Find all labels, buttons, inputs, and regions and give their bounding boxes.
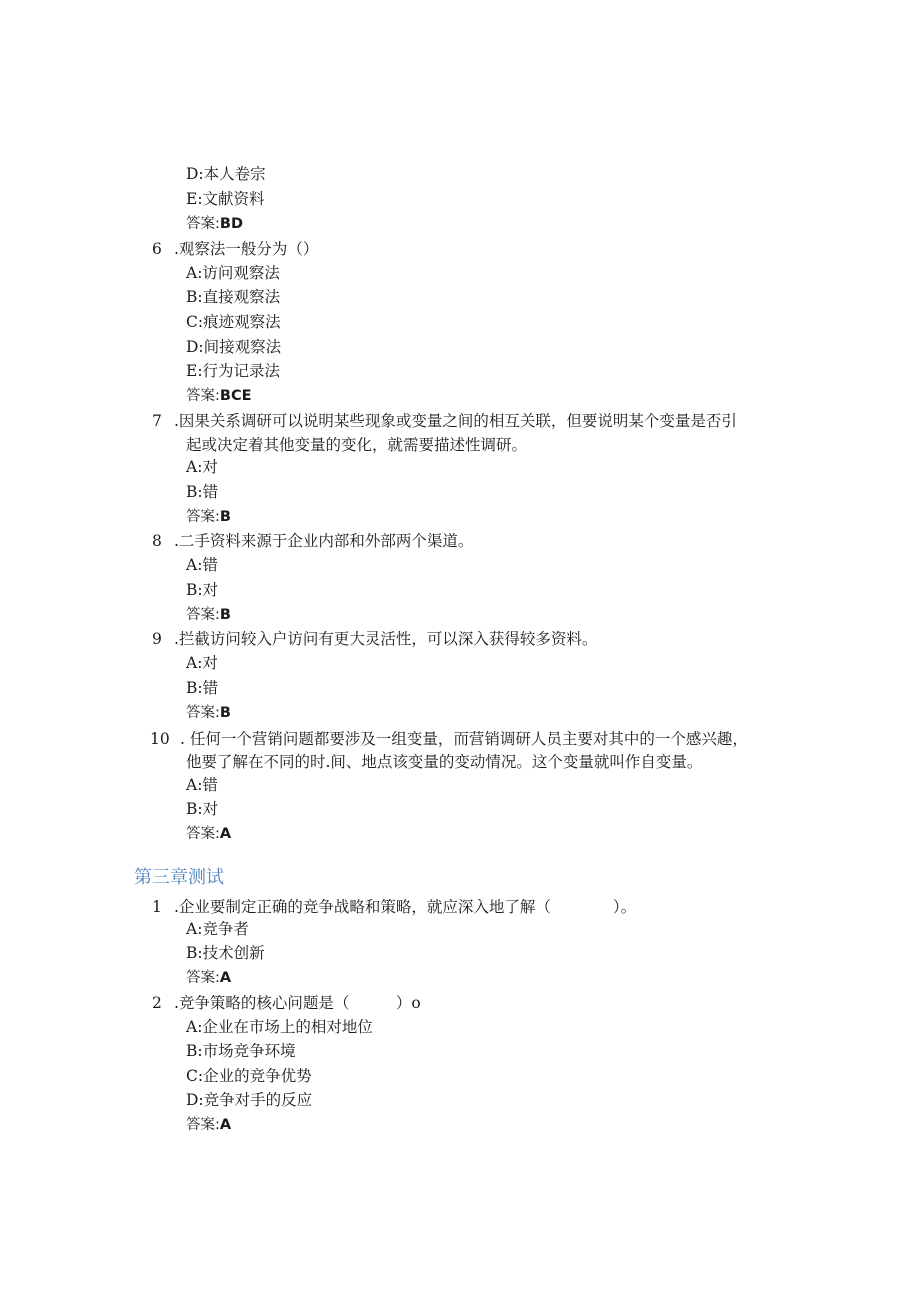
q10-number: 10 xyxy=(150,730,170,748)
q9-option-b: B:错 xyxy=(186,679,219,697)
q9-option-a: A:对 xyxy=(186,654,218,672)
answer-value: B xyxy=(219,607,231,623)
q9-text: .拦截访问较入户访问有更大灵活性，可以深入获得较多资料。 xyxy=(174,630,598,648)
section-heading: 第三章测试 xyxy=(134,867,224,888)
c3q1-number: 1 xyxy=(152,898,162,916)
q8-option-a: A:错 xyxy=(186,556,218,574)
c3q2-text: .竞争策略的核心问题是（ ）o xyxy=(174,994,421,1012)
q7-option-a: A:对 xyxy=(186,458,218,476)
q7-number: 7 xyxy=(152,412,162,430)
q10-text-line2: 他要了解在不同的时.间、地点该变量的变动情况。这个变量就叫作自变量。 xyxy=(186,753,703,771)
q9-answer xyxy=(186,703,231,723)
answer-label: 答案: xyxy=(186,388,220,404)
q5-answer xyxy=(186,214,243,234)
q8-option-b: B:对 xyxy=(186,581,219,599)
c3q1-option-b: B:技术创新 xyxy=(186,944,265,962)
answer-value: A xyxy=(219,1117,232,1133)
q5-option-e: E:文献资料 xyxy=(186,190,265,208)
answer-value: B xyxy=(219,509,231,525)
q6-option-d: D:间接观察法 xyxy=(186,338,282,356)
answer-label: 答案: xyxy=(186,216,220,232)
q6-answer xyxy=(186,386,252,406)
q6-option-e: E:行为记录法 xyxy=(186,362,281,380)
q6-option-b: B:直接观察法 xyxy=(186,288,281,306)
q10-text-line1: . 任何一个营销问题都要涉及一组变量，而营销调研人员主要对其中的一个感兴趣， xyxy=(180,730,748,748)
q6-option-c: C:痕迹观察法 xyxy=(186,313,281,331)
q10-option-a: A:错 xyxy=(186,776,218,794)
c3q2-answer xyxy=(186,1115,231,1135)
c3q1-answer xyxy=(186,968,231,988)
answer-label: 答案: xyxy=(186,607,220,623)
answer-label: 答案: xyxy=(186,970,220,986)
q8-answer xyxy=(186,605,231,625)
c3q1-text: .企业要制定正确的竞争战略和策略，就应深入地了解（ ）。 xyxy=(174,898,637,916)
c3q2-option-d: D:竞争对手的反应 xyxy=(186,1091,313,1109)
answer-label: 答案: xyxy=(186,1117,220,1133)
q7-option-b: B:错 xyxy=(186,483,219,501)
q5-option-d: D:本人卷宗 xyxy=(186,165,266,183)
q7-answer xyxy=(186,507,231,527)
q6-number: 6 xyxy=(152,240,162,258)
q8-text: .二手资料来源于企业内部和外部两个渠道。 xyxy=(174,532,474,550)
answer-value: B xyxy=(219,705,231,721)
q9-number: 9 xyxy=(152,630,162,648)
c3q2-option-c: C:企业的竞争优势 xyxy=(186,1067,312,1085)
c3q2-number: 2 xyxy=(152,994,162,1012)
answer-label: 答案: xyxy=(186,705,220,721)
c3q1-option-a: A:竞争者 xyxy=(186,920,249,938)
q10-answer xyxy=(186,824,231,844)
q6-text: .观察法一般分为（） xyxy=(174,240,319,258)
answer-value: BD xyxy=(219,216,243,232)
answer-label: 答案: xyxy=(186,509,220,525)
q8-number: 8 xyxy=(152,532,162,550)
answer-value: A xyxy=(219,826,232,842)
answer-value: A xyxy=(219,970,232,986)
c3q2-option-b: B:市场竞争环境 xyxy=(186,1042,296,1060)
q7-text-line1: .因果关系调研可以说明某些现象或变量之间的相互关联，但要说明某个变量是否引 xyxy=(174,412,737,430)
q7-text-line2: 起或决定着其他变量的变化，就需要描述性调研。 xyxy=(186,436,528,454)
q6-option-a: A:访问观察法 xyxy=(186,264,280,282)
answer-value: BCE xyxy=(219,388,252,404)
answer-label: 答案: xyxy=(186,826,220,842)
c3q2-option-a: A:企业在市场上的相对地位 xyxy=(186,1018,373,1036)
q10-option-b: B:对 xyxy=(186,800,219,818)
